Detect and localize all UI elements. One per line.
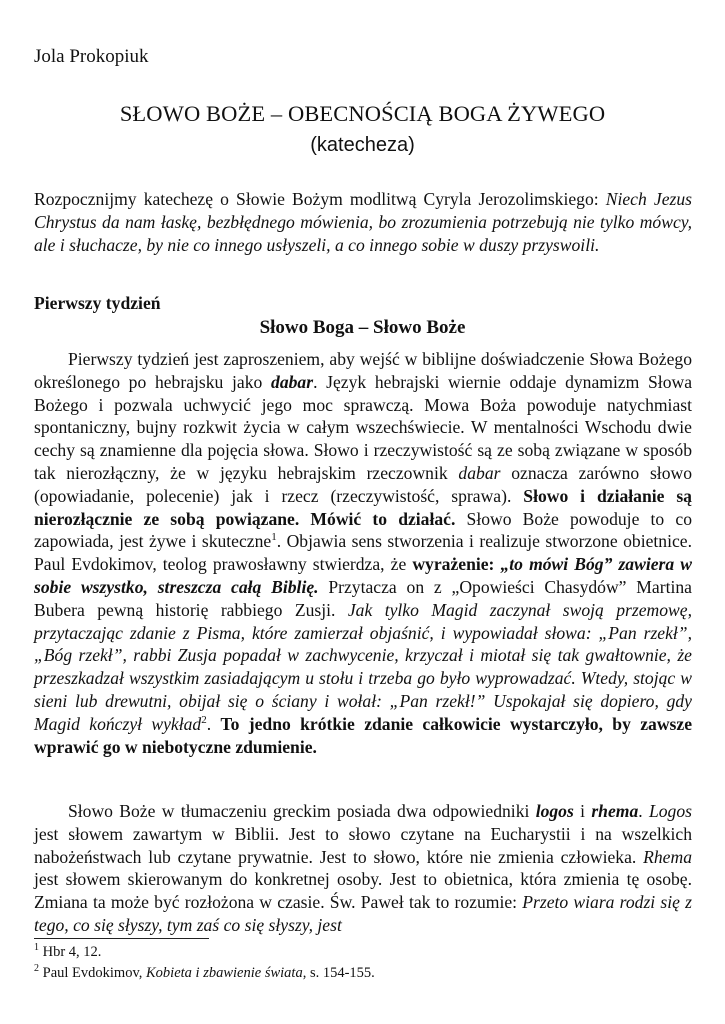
section-heading: Słowo Boga – Słowo Boże: [259, 317, 466, 338]
footnote-1: [34, 942, 692, 963]
intro-text: Rozpocznijmy katechezę o Słowie Bożym modlitwą Cyryla Jerozolimskiego:: [34, 189, 606, 209]
footnote-divider: [34, 938, 209, 939]
term-rhema: rhema: [591, 801, 639, 821]
intro-paragraph: [34, 188, 692, 256]
term-rhema-italic: Rhema: [643, 846, 692, 867]
text-run: i: [573, 801, 592, 821]
text-run: Pierwszy tydzień jest zaproszeniem, aby wejść w biblijne doświadczenie Słowa Bożego określonego po hebrajsku jako: [34, 349, 692, 392]
text-run: .: [638, 801, 649, 821]
text-run: Przytacza on z „Opowieści Chasydów” Martina Bubera pewną historię rabbiego Zusji.: [34, 576, 692, 620]
bold-phrase: wyrażenie:: [412, 554, 501, 575]
author-name: Jola Prokopiuk: [34, 46, 149, 67]
footnote-2: [34, 963, 692, 984]
term-dabar-italic: dabar: [458, 462, 501, 483]
footnotes: [34, 942, 692, 984]
text-run: jest słowem skierowanym do konkretnej osoby. Jest to obietnica, która zmienia tę osobę. Zmiana ta może być rozłożona w czasie. Św. Paweł tak to rozumie:: [34, 869, 692, 913]
paragraph-dabar: [34, 348, 692, 758]
document-title: SŁOWO BOŻE – OBECNOŚCIĄ BOGA ŻYWEGO: [119, 101, 606, 126]
footnote-ref-2: 2: [201, 713, 207, 726]
term-logos-italic: Logos: [648, 801, 692, 821]
paragraph-logos-rhema: [34, 800, 692, 937]
term-logos: logos: [535, 801, 574, 821]
italic-scripture-quote: Przeto wiara rodzi się z tego, co się słyszy, tym zaś co się słyszy, jest: [34, 892, 692, 935]
text-run: Słowo Boże w tłumaczeniu greckim posiada dwa odpowiedniki: [68, 801, 536, 821]
footnote-number: 1: [34, 942, 39, 954]
bold-conclusion: To jedno krótkie zdanie całkowicie wystarczyło, by zawsze wprawić go w niebotyczne zdumienie.: [34, 713, 693, 757]
text-run: . Język hebrajski wiernie oddaje dynamizm Słowa Bożego i pozwala uchwycić jego moc sprawczą. Mowa Boża powoduje natychmiast spontaniczny, bujny rozkwit życia w całym wszechświecie. W mentalności Wschodu dwie cechy są znamienne dla pojęcia słowa. Słowo i rzeczywistość są ze sobą związane w sposób tak nierozłączny, że w języku hebrajskim rzeczownik: [34, 371, 693, 483]
footnote-text: , s. 154-155.: [302, 965, 375, 981]
footnote-book-title: Kobieta i zbawienie świata: [146, 965, 303, 981]
italic-story: Jak tylko Magid zaczynał swoją przemowę, przytaczając zdanie z Pisma, które zamierzał objaśnić, i wypowiadał słowa: „Pan rzekł”, „Bóg rzekł”, rabbi Zusja popadał w zachwycenie, krzyczał i miotał się tak gwałtownie, że przeszkadzał wszystkim zasiadającym u stołu i trzeba go było wyprowadzać. Wtedy, stojąc w sieni lub drewutni, obijał się o ściany i wołał: „Pan rzekł!” Uspokajał się dopiero, gdy Magid kończył wykład: [34, 599, 693, 734]
footnote-number: 2: [34, 963, 39, 975]
week-heading: Pierwszy tydzień: [34, 293, 161, 313]
text-run: jest słowem zawartym w Biblii. Jest to słowo czytane na Eucharystii i na wszelkich nabożeństwach lub czytane prywatnie. Jest to słowo, które nie zmienia człowieka.: [34, 823, 692, 867]
text-run: Słowo Boże powoduje to co zapowiada, jest żywe i skuteczne: [34, 508, 692, 552]
footnote-text: Paul Evdokimov,: [39, 965, 147, 981]
bold-statement: Słowo i działanie są nierozłącznie ze sobą powiązane. Mówić to działać.: [34, 485, 692, 529]
footnote-text: Hbr 4, 12.: [39, 944, 102, 960]
footnote-ref-1: 1: [271, 531, 277, 544]
text-run: oznacza zarówno słowo (opowiadanie, polecenie) jak i rzecz (rzeczywistość, sprawa).: [34, 462, 692, 506]
text-run: . Objawia sens stworzenia i realizuje stworzone obietnice. Paul Evdokimov, teolog prawosławny stwierdza, że: [34, 531, 692, 575]
bold-italic-quote: „to mówi Bóg” zawiera w sobie wszystko, streszcza całą Biblię.: [34, 554, 692, 597]
text-run: .: [206, 713, 221, 734]
document-subtitle: (katecheza): [310, 134, 415, 156]
term-dabar: dabar: [271, 371, 314, 392]
prayer-quote: Niech Jezus Chrystus da nam łaskę, bezbłędnego mówienia, bo zrozumienia potrzebują nie tylko mówcy, ale i słuchacze, by nie co innego usłyszeli, a co innego sobie w duszy przyswoili.: [34, 189, 692, 255]
